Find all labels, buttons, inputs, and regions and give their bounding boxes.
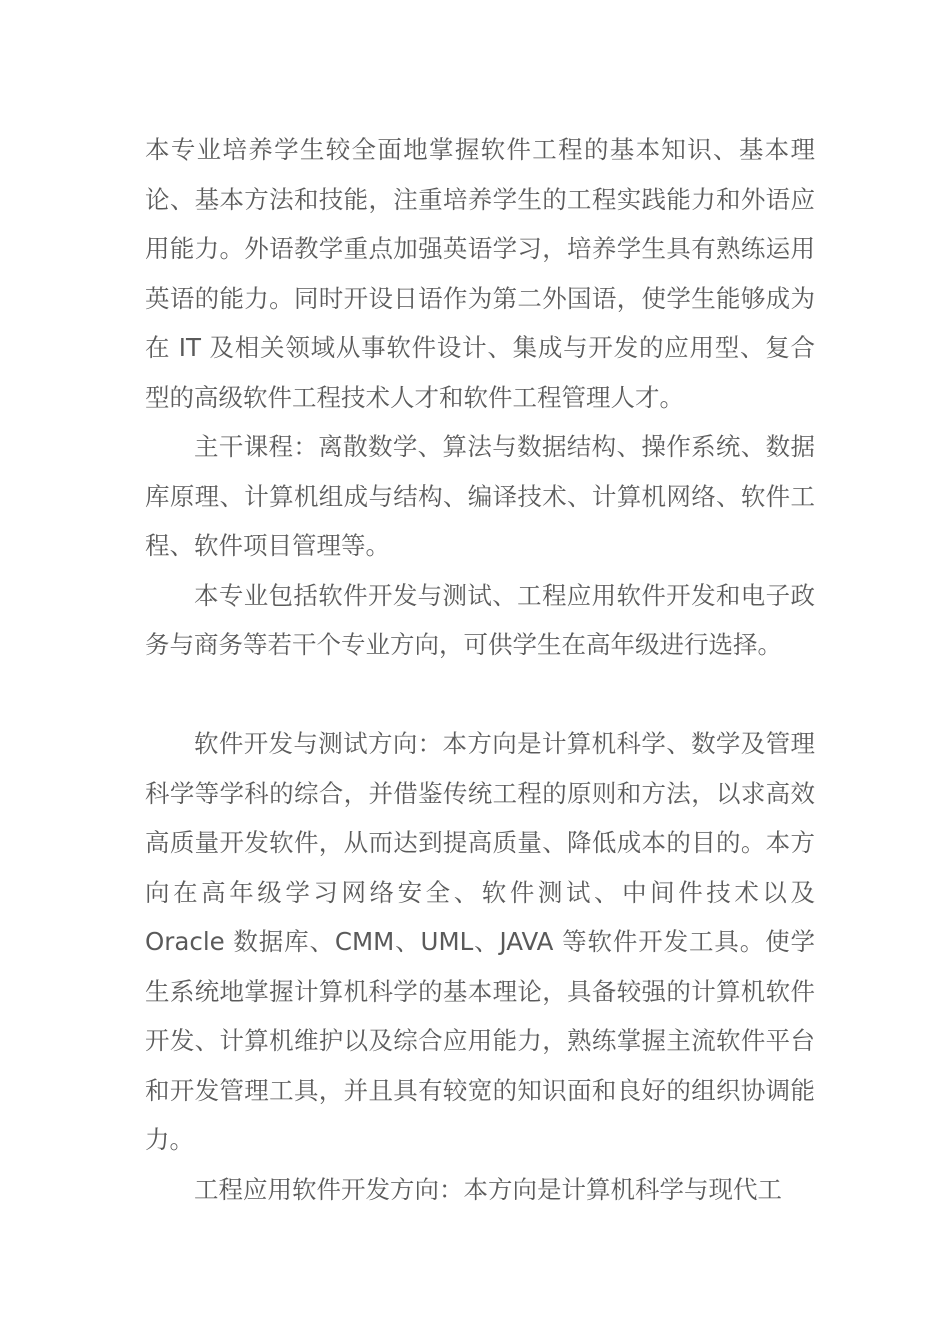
paragraph-specializations: 本专业包括软件开发与测试、工程应用软件开发和电子政务与商务等若干个专业方向，可供学生在高年级进行选择。 bbox=[145, 580, 815, 659]
paragraph-program-overview: 本专业培养学生较全面地掌握软件工程的基本知识、基本理论、基本方法和技能，注重培养学生的工程实践能力和外语应用能力。外语教学重点加强英语学习，培养学生具有熟练运用英语的能力。同时开设日语作为第二外国语，使学生能够成为在 IT 及相关领域从事软件设计、集成与开发的应用型、复合型的高级软件工程技术人才和软件工程管理人才。 bbox=[145, 135, 815, 412]
blank-line bbox=[145, 670, 815, 720]
paragraph-core-courses: 主干课程：离散数学、算法与数据结构、操作系统、数据库原理、计算机组成与结构、编译技术、计算机网络、软件工程、软件项目管理等。 bbox=[145, 432, 815, 560]
paragraph-engineering-app-direction: 工程应用软件开发方向：本方向是计算机科学与现代工 bbox=[194, 1174, 782, 1204]
document-body bbox=[145, 125, 815, 1214]
paragraph-dev-testing-direction: 软件开发与测试方向：本方向是计算机科学、数学及管理科学等学科的综合，并借鉴传统工程的原则和方法，以求高效高质量开发软件，从而达到提高质量、降低成本的目的。本方向在高年级学习网络安全、软件测试、中间件技术以及 Oracle 数据库、CMM、UML、JAVA 等软件开发工具。使学生系统地掌握计算机科学的基本理论，具备较强的计算机软件开发、计算机维护以及综合应用能力，熟练掌握主流软件平台和开发管理工具，并且具有较宽的知识面和良好的组织协调能力。 bbox=[145, 729, 815, 1154]
